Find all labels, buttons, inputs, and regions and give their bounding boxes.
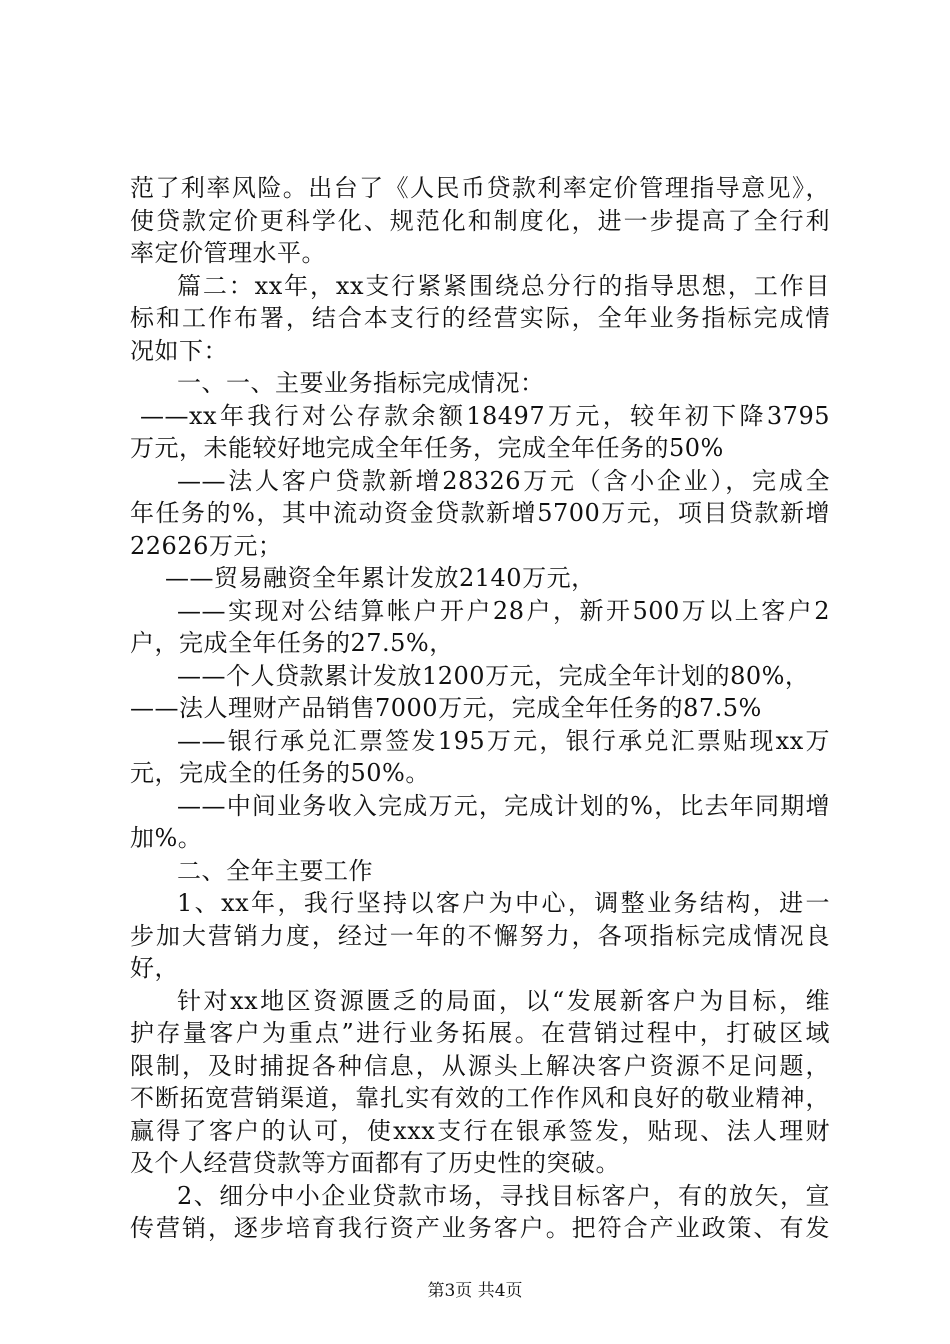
text-line: ——中间业务收入完成万元，完成计划的%，比去年同期增 <box>177 791 830 820</box>
text-line: 步加大营销力度，经过一年的不懈努力，各项指标完成情况良 <box>130 921 830 950</box>
text-line: 22626万元； <box>130 531 283 560</box>
text-line: 元，完成全的任务的50%。 <box>130 759 430 787</box>
text-line: 户，完成全年任务的27.5%， <box>130 629 454 657</box>
text-line: 不断拓宽营销渠道，靠扎实有效的工作作风和良好的敬业精神， <box>130 1084 830 1112</box>
page-number-footer: 第3页 共4页 <box>427 1281 523 1301</box>
text-line: 好， <box>130 954 179 982</box>
text-line: 限制，及时捕捉各种信息，从源头上解决客户资源不足问题， <box>130 1051 830 1080</box>
text-line: 2、细分中小企业贷款市场，寻找目标客户，有的放矢，宣 <box>177 1181 830 1210</box>
text-line: 万元，未能较好地完成全年任务，完成全年任务的50% <box>130 434 724 462</box>
text-line: 加%。 <box>130 824 203 852</box>
text-line: ——银行承兑汇票签发195万元，银行承兑汇票贴现xx万 <box>177 726 830 755</box>
text-line: ——个人贷款累计发放1200万元，完成全年计划的80%， <box>177 661 810 690</box>
text-line: 及个人经营贷款等方面都有了历史性的突破。 <box>130 1149 620 1177</box>
text-line: ——法人客户贷款新增28326万元（含小企业），完成全 <box>177 466 830 495</box>
text-line: ——xx年我行对公存款余额18497万元，较年初下降3795 <box>140 401 830 430</box>
text-line: 使贷款定价更科学化、规范化和制度化，进一步提高了全行利 <box>130 206 830 235</box>
text-line: 标和工作布署，结合本支行的经营实际，全年业务指标完成情 <box>130 304 830 332</box>
text-line: 传营销，逐步培育我行资产业务客户。把符合产业政策、有发 <box>130 1214 830 1242</box>
text-line: ——贸易融资全年累计发放2140万元， <box>165 564 596 592</box>
text-line: 率定价管理水平。 <box>130 239 326 267</box>
text-line: 况如下： <box>130 336 228 365</box>
text-line: 1、xx年，我行坚持以客户为中心，调整业务结构，进一 <box>177 889 830 917</box>
text-line: 年任务的%，其中流动资金贷款新增5700万元，项目贷款新增 <box>130 499 830 527</box>
section-heading: 一、一、主要业务指标完成情况： <box>177 369 545 397</box>
section-heading: 二、全年主要工作 <box>177 856 373 885</box>
text-line: 范了利率风险。出台了《人民币贷款利率定价管理指导意见》， <box>130 174 830 202</box>
text-line: 赢得了客户的认可，使xxx支行在银承签发，贴现、法人理财 <box>130 1116 830 1145</box>
document-body <box>130 172 830 1245</box>
text-line: 篇二：xx年，xx支行紧紧围绕总分行的指导思想，工作目 <box>177 271 830 300</box>
text-line: ——实现对公结算帐户开户28户，新开500万以上客户2 <box>177 596 830 625</box>
text-line: 针对xx地区资源匮乏的局面，以“发展新客户为目标，维 <box>177 986 830 1015</box>
text-line: ——法人理财产品销售7000万元，完成全年任务的87.5% <box>130 694 762 722</box>
text-line: 护存量客户为重点”进行业务拓展。在营销过程中，打破区域 <box>130 1019 830 1047</box>
